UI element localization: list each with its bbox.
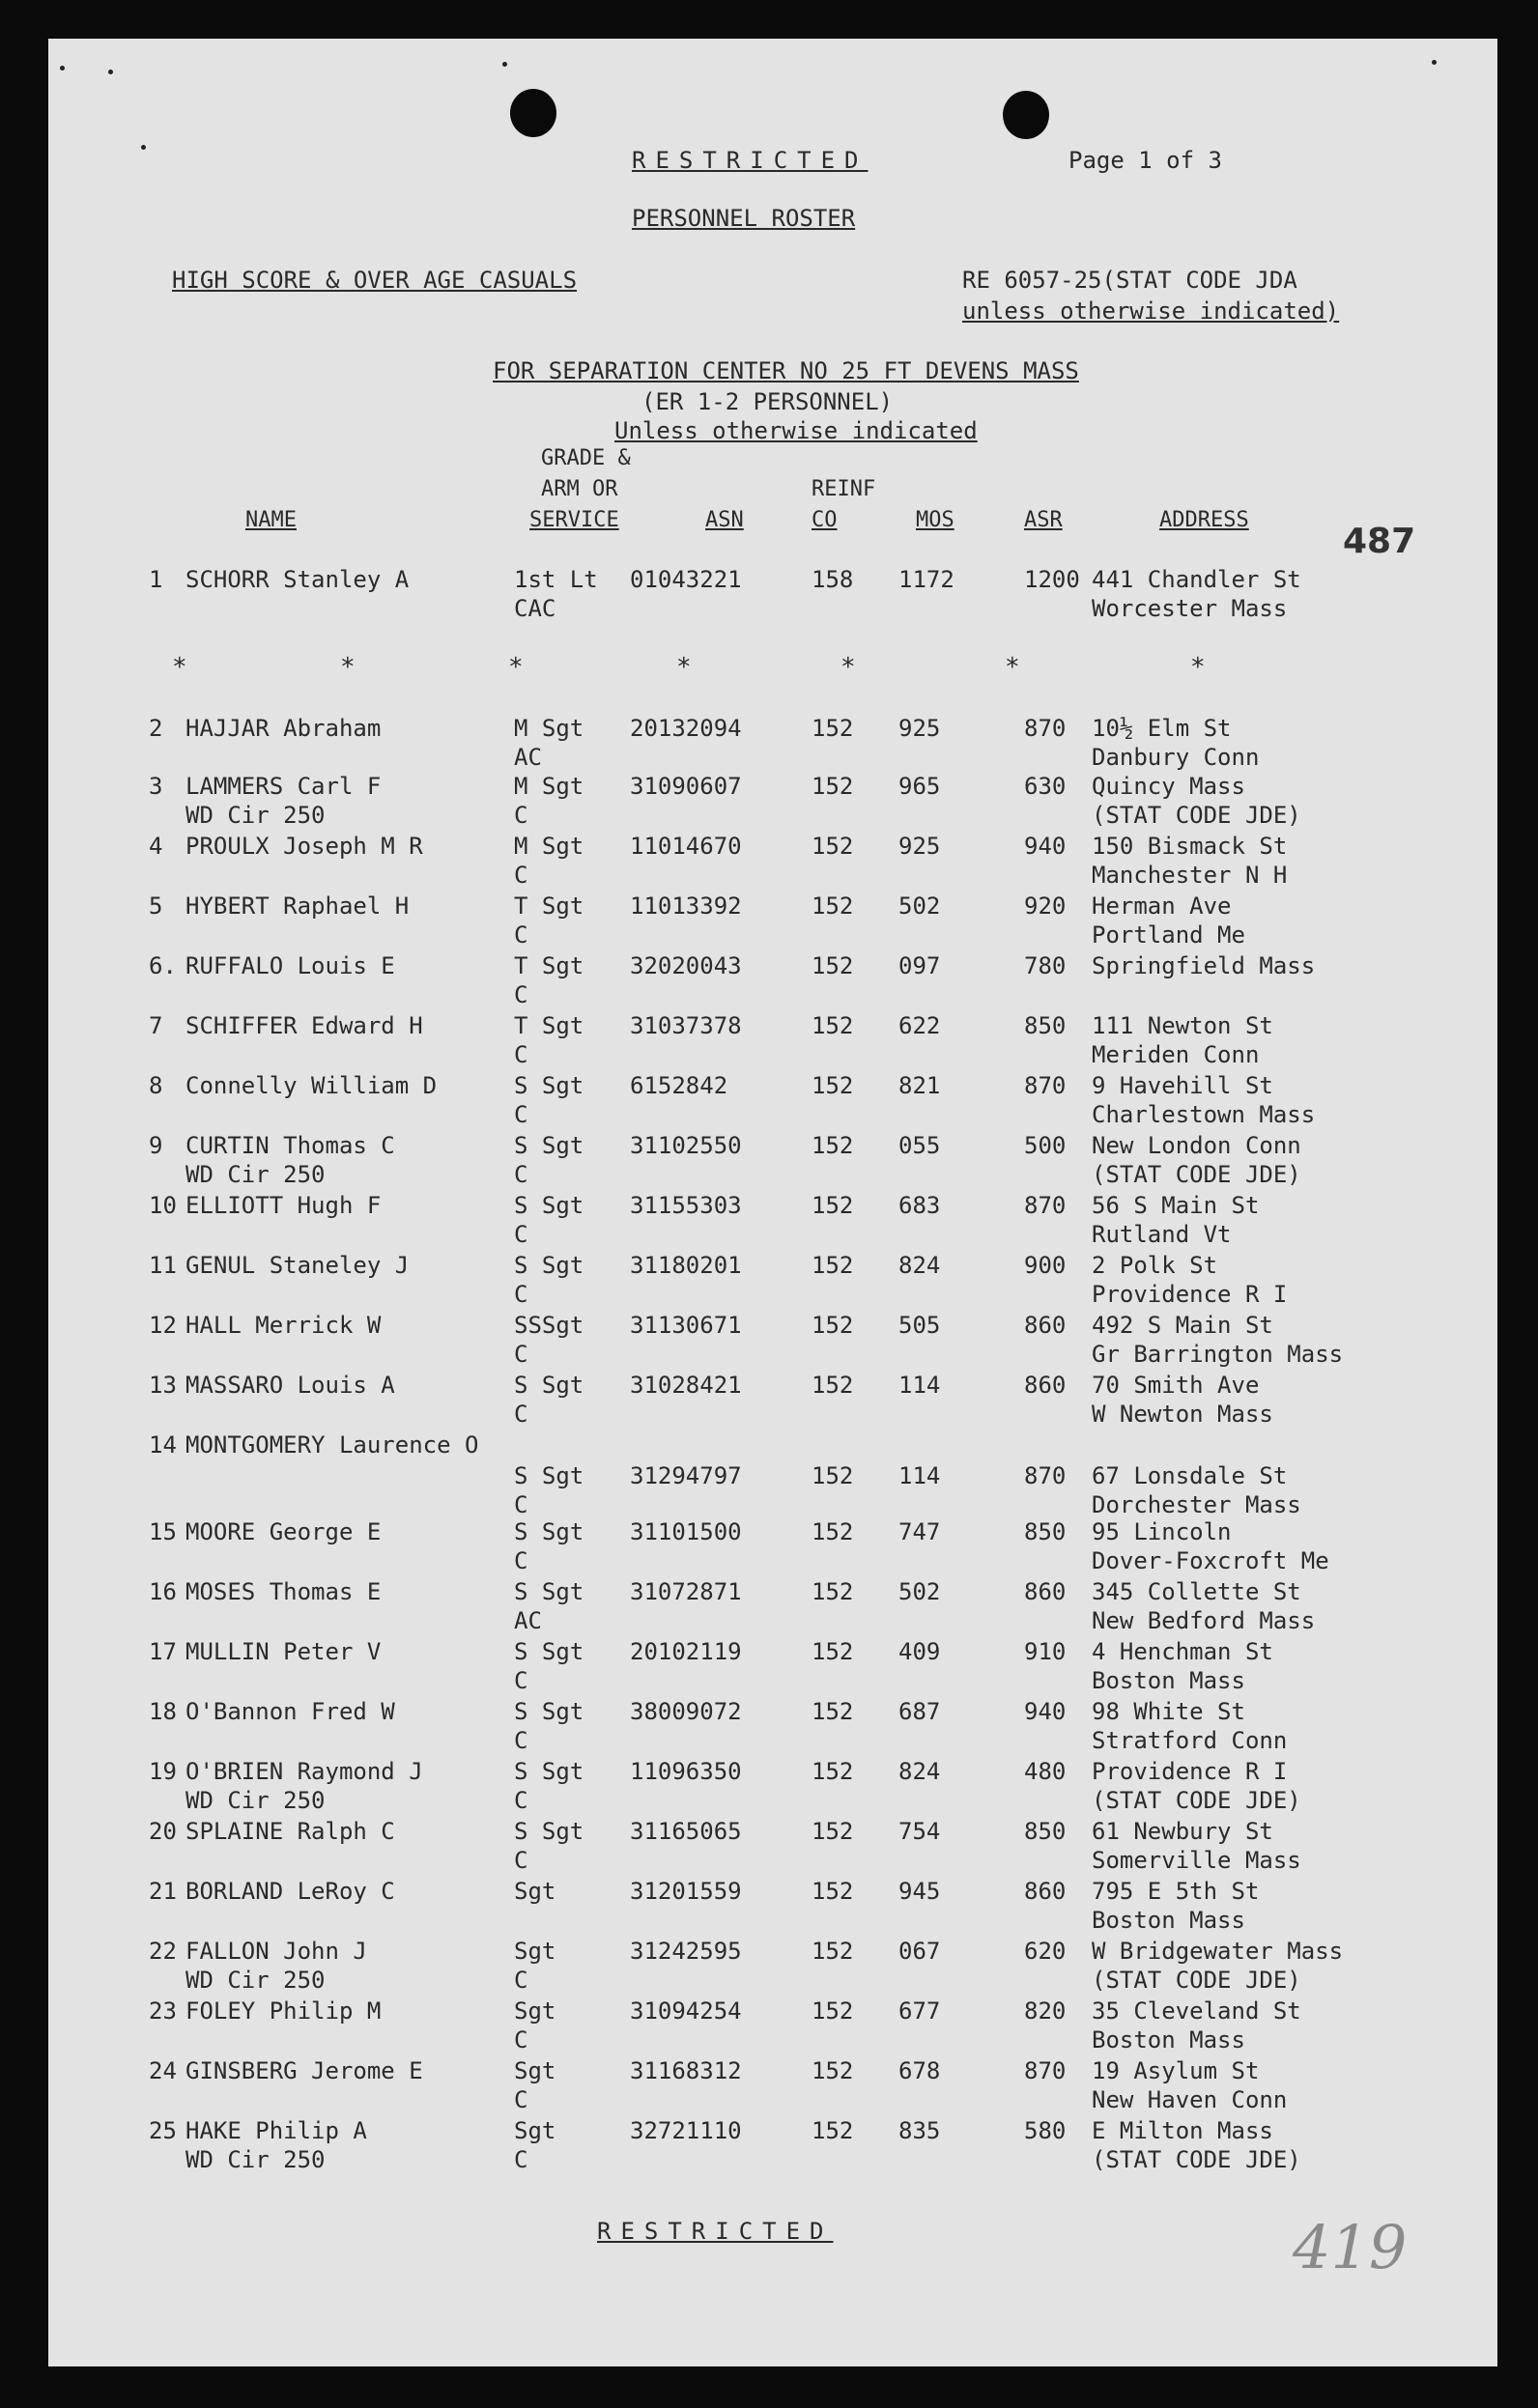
row-asn: 31094254 xyxy=(630,1997,742,2025)
column-header-grade-mid: ARM OR xyxy=(541,477,618,501)
row-asn: 31294797 xyxy=(630,1462,742,1489)
row-asr: 850 xyxy=(1024,1518,1067,1545)
row-name-note: WD Cir 250 xyxy=(185,1161,326,1188)
row-mos: 945 xyxy=(898,1878,941,1905)
row-arm-service: C xyxy=(514,1221,528,1248)
row-address-line2: New Haven Conn xyxy=(1092,2086,1288,2113)
row-reinf-co: 152 xyxy=(812,833,854,860)
row-number: 9 xyxy=(149,1132,163,1159)
row-address-line2: Danbury Conn xyxy=(1092,744,1260,771)
row-grade: S Sgt xyxy=(514,1758,584,1785)
row-number: 8 xyxy=(149,1072,163,1099)
row-address-line2: Stratford Conn xyxy=(1092,1727,1288,1754)
row-address-line1: 61 Newbury St xyxy=(1092,1818,1273,1845)
row-address-line2: Dover-Foxcroft Me xyxy=(1092,1547,1329,1574)
row-name: FOLEY Philip M xyxy=(185,1997,382,2025)
row-name: MONTGOMERY Laurence O xyxy=(185,1431,479,1459)
row-address-line1: 19 Asylum St xyxy=(1092,2057,1260,2084)
row-asr: 480 xyxy=(1024,1758,1067,1785)
row-asr: 940 xyxy=(1024,1698,1067,1725)
row-arm-service: C xyxy=(514,1787,528,1814)
row-address-line2: Portland Me xyxy=(1092,921,1245,949)
row-address-line1: Providence R I xyxy=(1092,1758,1288,1785)
row-reinf-co: 152 xyxy=(812,2057,854,2084)
row-grade: T Sgt xyxy=(514,1012,584,1039)
row-grade: S Sgt xyxy=(514,1818,584,1845)
row-reinf-co: 152 xyxy=(812,2117,854,2144)
row-asr: 860 xyxy=(1024,1372,1067,1399)
row-grade: Sgt xyxy=(514,1938,556,1965)
row-address-line1: 492 S Main St xyxy=(1092,1312,1273,1339)
row-asr: 620 xyxy=(1024,1938,1067,1965)
row-arm-service: C xyxy=(514,1547,528,1574)
row-address-line1: Herman Ave xyxy=(1092,892,1232,920)
classification-bottom: RESTRICTED xyxy=(597,2218,834,2245)
row-asr: 860 xyxy=(1024,1578,1067,1605)
row-address-line2: Rutland Vt xyxy=(1092,1221,1232,1248)
row-address-line1: Quincy Mass xyxy=(1092,773,1245,800)
row-asr: 1200 xyxy=(1024,566,1080,593)
row-address-line1: 56 S Main St xyxy=(1092,1192,1260,1219)
row-address-line2: Gr Barrington Mass xyxy=(1092,1341,1344,1368)
row-number: 25 xyxy=(149,2117,177,2144)
row-number: 2 xyxy=(149,715,163,742)
row-grade: M Sgt xyxy=(514,715,584,742)
row-name: HAJJAR Abraham xyxy=(185,715,382,742)
row-asn: 11014670 xyxy=(630,833,742,860)
row-name-note: WD Cir 250 xyxy=(185,1787,326,1814)
speck xyxy=(108,70,113,74)
row-mos: 687 xyxy=(898,1698,941,1725)
row-grade: M Sgt xyxy=(514,833,584,860)
row-number: 3 xyxy=(149,773,163,800)
row-name: RUFFALO Louis E xyxy=(185,952,395,979)
row-number: 19 xyxy=(149,1758,177,1785)
row-number: 23 xyxy=(149,1997,177,2025)
speck xyxy=(1432,60,1437,65)
row-arm-service: C xyxy=(514,1967,528,1994)
row-grade: T Sgt xyxy=(514,892,584,920)
row-reinf-co: 152 xyxy=(812,1758,854,1785)
row-address-line2: (STAT CODE JDE) xyxy=(1092,802,1301,829)
page-number: Page 1 of 3 xyxy=(1068,147,1222,174)
row-name: CURTIN Thomas C xyxy=(185,1132,395,1159)
row-name: BORLAND LeRoy C xyxy=(185,1878,395,1905)
row-grade: S Sgt xyxy=(514,1192,584,1219)
row-asr: 860 xyxy=(1024,1878,1067,1905)
row-name: LAMMERS Carl F xyxy=(185,773,382,800)
row-name: GINSBERG Jerome E xyxy=(185,2057,423,2084)
row-grade: S Sgt xyxy=(514,1072,584,1099)
document-title: PERSONNEL ROSTER xyxy=(632,205,856,232)
row-asr: 850 xyxy=(1024,1012,1067,1039)
column-header-address: ADDRESS xyxy=(1159,508,1249,532)
row-grade: S Sgt xyxy=(514,1132,584,1159)
row-arm-service: C xyxy=(514,802,528,829)
row-reinf-co: 152 xyxy=(812,1818,854,1845)
row-name: MULLIN Peter V xyxy=(185,1638,382,1665)
row-mos: 925 xyxy=(898,715,941,742)
row-grade: M Sgt xyxy=(514,773,584,800)
row-address-line2: Boston Mass xyxy=(1092,2026,1245,2054)
row-grade: Sgt xyxy=(514,1878,556,1905)
row-mos: 505 xyxy=(898,1312,941,1339)
row-reinf-co: 158 xyxy=(812,566,854,593)
row-asr: 500 xyxy=(1024,1132,1067,1159)
stamped-number: 487 xyxy=(1343,522,1416,561)
row-arm-service: C xyxy=(514,1341,528,1368)
row-reinf-co: 152 xyxy=(812,715,854,742)
row-mos: 754 xyxy=(898,1818,941,1845)
row-name: MOORE George E xyxy=(185,1518,382,1545)
row-mos: 835 xyxy=(898,2117,941,2144)
row-arm-service: C xyxy=(514,2146,528,2173)
row-reinf-co: 152 xyxy=(812,1072,854,1099)
row-asn: 31101500 xyxy=(630,1518,742,1545)
row-address-line2: Meriden Conn xyxy=(1092,1041,1260,1068)
roster-page: RESTRICTED Page 1 of 3 PERSONNEL ROSTER HIGH SCORE & OVER AGE CASUALS RE 6057-25(STAT CODE JDA unless otherwise indicated) FOR SEPARATION CENTER NO 25 FT DEVENS MASS (ER 1-2 PERSONNEL) Unless otherwise indicated 487 NAME GRADE & ARM OR SERVICE ASN REINF CO MOS ASR ADDRESS * * * * * * * 1 SCHORR Stanley A 1st Lt CAC 01043221 158 1172 1200 441 Chandler St Worcester Mass 2 HAJJAR Abraham M Sgt AC 20132094 152 925 870 10½ Elm St Danbury Conn 3 LAMMERS Carl F WD Cir 250 M Sgt C 31090607 152 965 630 Quincy Mass (STAT CODE JDE) 4 PROULX Joseph M R M Sgt C 11014670 152 925 940 150 Bismack St Manchester N H 5 HYBERT Raphael H T Sgt C 11013392 152 502 920 Herman Ave Portland Me 6. RUFFALO Louis E T Sgt C 32020043 152 097 780 Springfield Mass 7 SCHIFFER Edward H T Sgt C 31037378 152 622 850 111 Newton St Meriden Conn 8 Connelly William D S Sgt C 6152842 152 821 870 9 Havehill St Charlestown Mass 9 CURTIN Thomas C WD Cir 250 S Sgt C 31102550 152 055 500 New London Conn (STAT CODE JDE) 10 ELLIOTT Hugh F S Sgt C 31155303 152 683 870 56 S Main St Rutland Vt 11 GENUL Staneley J S Sgt C 31180201 152 824 900 2 Polk St Providence R I 12 HALL Merrick W SSSgt C 31130671 152 505 860 492 S Main St Gr Barrington Mass 13 MASSARO Louis A S Sgt C 31028421 152 114 860 70 Smith Ave W Newton Mass 14 MONTGOMERY Laurence O S Sgt C 31294797 152 114 870 67 Lonsdale St Dorchester Mass 15 MOORE George E S Sgt C 31101500 152 747 850 95 Lincoln Dover-Foxcroft Me 16 MOSES Thomas E S Sgt AC 31072871 152 502 860 345 Collette St New Bedford Mass 17 MULLIN Peter V S Sgt C 20102119 152 409 910 4 Henchman St Boston Mass 18 O'Bannon Fred W S Sgt C 38009072 152 687 940 98 White St Stratford Conn 19 O'BRIEN Raymond J WD Cir 250 S Sgt C 11096350 152 824 480 Providence R I (STAT CODE JDE) 20 SPLAINE Ralph C S Sgt C 31165065 152 754 850 61 Newbury St Somerville Mass 21 BORLAND LeRoy C Sgt 31201559 152 945 860 795 E 5th St Boston Mass 22 FALLON John J WD Cir 250 Sgt C 31242595 152 067 620 W Bridgewater Mass (STAT CODE JDE) 23 FOLEY Philip M Sgt C 31094254 152 677 820 35 Cleveland St Boston Mass 24 GINSBERG Jerome E Sgt C 31168312 152 678 870 19 Asylum St New Haven Conn 25 HAKE Philip A WD Cir 250 Sgt C 32721110 152 835 580 E Milton Mass (STAT CODE JDE) RESTRICTED 419 xyxy=(48,39,1497,2366)
row-reinf-co: 152 xyxy=(812,952,854,979)
row-asr: 860 xyxy=(1024,1312,1067,1339)
row-asn: 32020043 xyxy=(630,952,742,979)
row-asr: 870 xyxy=(1024,715,1067,742)
row-reinf-co: 152 xyxy=(812,1578,854,1605)
row-arm-service: CAC xyxy=(514,595,556,622)
row-mos: 677 xyxy=(898,1997,941,2025)
row-grade: Sgt xyxy=(514,1997,556,2025)
row-name: FALLON John J xyxy=(185,1938,367,1965)
row-number: 17 xyxy=(149,1638,177,1665)
row-name-note: WD Cir 250 xyxy=(185,1967,326,1994)
row-address-line1: 4 Henchman St xyxy=(1092,1638,1273,1665)
row-address-line1: 35 Cleveland St xyxy=(1092,1997,1301,2025)
row-mos: 502 xyxy=(898,892,941,920)
row-grade: S Sgt xyxy=(514,1462,584,1489)
row-asr: 780 xyxy=(1024,952,1067,979)
row-mos: 1172 xyxy=(898,566,954,593)
category-heading: HIGH SCORE & OVER AGE CASUALS xyxy=(172,267,578,294)
row-address-line2: Providence R I xyxy=(1092,1281,1288,1308)
column-header-reinf: REINF xyxy=(812,477,876,501)
row-grade: SSSgt xyxy=(514,1312,584,1339)
row-number: 12 xyxy=(149,1312,177,1339)
row-name: ELLIOTT Hugh F xyxy=(185,1192,382,1219)
row-asn: 31028421 xyxy=(630,1372,742,1399)
row-address-line1: 10½ Elm St xyxy=(1092,715,1232,742)
row-number: 16 xyxy=(149,1578,177,1605)
row-address-line1: 67 Lonsdale St xyxy=(1092,1462,1288,1489)
unless-indicated-note: Unless otherwise indicated xyxy=(614,417,978,444)
row-arm-service: C xyxy=(514,862,528,889)
row-arm-service: C xyxy=(514,1041,528,1068)
row-address-line2: Manchester N H xyxy=(1092,862,1288,889)
row-name-note: WD Cir 250 xyxy=(185,2146,326,2173)
row-grade: S Sgt xyxy=(514,1252,584,1279)
row-asn: 20132094 xyxy=(630,715,742,742)
row-reinf-co: 152 xyxy=(812,1132,854,1159)
row-number: 15 xyxy=(149,1518,177,1545)
row-asn: 31037378 xyxy=(630,1012,742,1039)
destination-subheading: (ER 1-2 PERSONNEL) xyxy=(641,388,894,415)
row-mos: 502 xyxy=(898,1578,941,1605)
row-arm-service: C xyxy=(514,921,528,949)
row-number: 10 xyxy=(149,1192,177,1219)
column-header-name: NAME xyxy=(245,508,297,532)
row-asn: 20102119 xyxy=(630,1638,742,1665)
column-header-co: CO xyxy=(812,508,838,532)
row-asn: 11013392 xyxy=(630,892,742,920)
row-grade: S Sgt xyxy=(514,1638,584,1665)
row-mos: 747 xyxy=(898,1518,941,1545)
row-address-line2: (STAT CODE JDE) xyxy=(1092,1967,1301,1994)
row-reinf-co: 152 xyxy=(812,1312,854,1339)
row-address-line2: New Bedford Mass xyxy=(1092,1607,1316,1634)
row-name: Connelly William D xyxy=(185,1072,438,1099)
row-name: GENUL Staneley J xyxy=(185,1252,410,1279)
row-mos: 925 xyxy=(898,833,941,860)
row-mos: 965 xyxy=(898,773,941,800)
row-number: 21 xyxy=(149,1878,177,1905)
row-number: 14 xyxy=(149,1431,177,1459)
row-name: MASSARO Louis A xyxy=(185,1372,395,1399)
punch-hole-right xyxy=(1003,91,1049,139)
row-mos: 824 xyxy=(898,1758,941,1785)
reference-line: RE 6057-25(STAT CODE JDA xyxy=(962,267,1297,294)
row-address-line2: Somerville Mass xyxy=(1092,1847,1301,1874)
speck xyxy=(60,66,65,71)
row-address-line1: 70 Smith Ave xyxy=(1092,1372,1260,1399)
row-number: 18 xyxy=(149,1698,177,1725)
classification-top: RESTRICTED xyxy=(632,147,869,174)
row-grade: S Sgt xyxy=(514,1698,584,1725)
row-arm-service: AC xyxy=(514,744,542,771)
row-number: 1 xyxy=(149,566,163,593)
row-address-line1: 9 Havehill St xyxy=(1092,1072,1273,1099)
row-arm-service: C xyxy=(514,981,528,1008)
row-arm-service: C xyxy=(514,1847,528,1874)
handwritten-number: 419 xyxy=(1293,2212,1408,2282)
row-asn: 31155303 xyxy=(630,1192,742,1219)
row-number: 13 xyxy=(149,1372,177,1399)
destination-heading: FOR SEPARATION CENTER NO 25 FT DEVENS MASS xyxy=(493,357,1079,384)
row-grade: S Sgt xyxy=(514,1372,584,1399)
row-name: SCHORR Stanley A xyxy=(185,566,410,593)
row-reinf-co: 152 xyxy=(812,1012,854,1039)
row-grade: S Sgt xyxy=(514,1578,584,1605)
row-mos: 114 xyxy=(898,1372,941,1399)
row-arm-service: C xyxy=(514,1491,528,1518)
row-address-line2: Charlestown Mass xyxy=(1092,1101,1316,1128)
row-asr: 870 xyxy=(1024,1072,1067,1099)
row-arm-service: C xyxy=(514,1667,528,1694)
row-arm-service: C xyxy=(514,1727,528,1754)
row-asn: 31180201 xyxy=(630,1252,742,1279)
row-grade: Sgt xyxy=(514,2057,556,2084)
row-asn: 31090607 xyxy=(630,773,742,800)
row-address-line2: Worcester Mass xyxy=(1092,595,1288,622)
row-asr: 940 xyxy=(1024,833,1067,860)
row-reinf-co: 152 xyxy=(812,892,854,920)
row-asn: 31165065 xyxy=(630,1818,742,1845)
reference-line-2: unless otherwise indicated) xyxy=(962,297,1340,325)
row-grade: 1st Lt xyxy=(514,566,598,593)
row-arm-service: AC xyxy=(514,1607,542,1634)
row-address-line2: Boston Mass xyxy=(1092,1907,1245,1934)
row-name: O'Bannon Fred W xyxy=(185,1698,395,1725)
row-asn: 31201559 xyxy=(630,1878,742,1905)
row-address-line1: 95 Lincoln xyxy=(1092,1518,1232,1545)
column-header-grade-top: GRADE & xyxy=(541,446,631,470)
row-mos: 622 xyxy=(898,1012,941,1039)
row-asr: 580 xyxy=(1024,2117,1067,2144)
row-grade: Sgt xyxy=(514,2117,556,2144)
row-asn: 38009072 xyxy=(630,1698,742,1725)
row-arm-service: C xyxy=(514,1161,528,1188)
row-mos: 055 xyxy=(898,1132,941,1159)
row-name: HAKE Philip A xyxy=(185,2117,367,2144)
row-address-line2: Dorchester Mass xyxy=(1092,1491,1301,1518)
row-asn: 31242595 xyxy=(630,1938,742,1965)
row-reinf-co: 152 xyxy=(812,1518,854,1545)
row-asn: 31072871 xyxy=(630,1578,742,1605)
row-reinf-co: 152 xyxy=(812,1878,854,1905)
row-asr: 870 xyxy=(1024,1462,1067,1489)
speck xyxy=(502,62,507,67)
row-address-line1: W Bridgewater Mass xyxy=(1092,1938,1344,1965)
row-number: 6. xyxy=(149,952,177,979)
row-number: 20 xyxy=(149,1818,177,1845)
row-asr: 920 xyxy=(1024,892,1067,920)
row-reinf-co: 152 xyxy=(812,773,854,800)
row-name: O'BRIEN Raymond J xyxy=(185,1758,423,1785)
row-asr: 850 xyxy=(1024,1818,1067,1845)
row-address-line2: (STAT CODE JDE) xyxy=(1092,2146,1301,2173)
row-reinf-co: 152 xyxy=(812,1997,854,2025)
row-mos: 067 xyxy=(898,1938,941,1965)
row-address-line1: 98 White St xyxy=(1092,1698,1245,1725)
row-arm-service: C xyxy=(514,1101,528,1128)
row-number: 7 xyxy=(149,1012,163,1039)
row-address-line1: 111 Newton St xyxy=(1092,1012,1273,1039)
row-reinf-co: 152 xyxy=(812,1252,854,1279)
row-number: 11 xyxy=(149,1252,177,1279)
row-arm-service: C xyxy=(514,2086,528,2113)
row-address-line2: (STAT CODE JDE) xyxy=(1092,1161,1301,1188)
row-arm-service: C xyxy=(514,1281,528,1308)
row-mos: 097 xyxy=(898,952,941,979)
column-header-mos: MOS xyxy=(916,508,954,532)
row-grade: S Sgt xyxy=(514,1518,584,1545)
row-mos: 678 xyxy=(898,2057,941,2084)
row-number: 4 xyxy=(149,833,163,860)
row-address-line1: 2 Polk St xyxy=(1092,1252,1218,1279)
column-header-grade-bottom: SERVICE xyxy=(529,508,619,532)
row-asn: 6152842 xyxy=(630,1072,728,1099)
row-arm-service: C xyxy=(514,1401,528,1428)
row-asn: 11096350 xyxy=(630,1758,742,1785)
column-header-asn: ASN xyxy=(705,508,744,532)
row-address-line1: 795 E 5th St xyxy=(1092,1878,1260,1905)
row-reinf-co: 152 xyxy=(812,1938,854,1965)
row-address-line2: W Newton Mass xyxy=(1092,1401,1273,1428)
row-reinf-co: 152 xyxy=(812,1638,854,1665)
row-address-line1: 441 Chandler St xyxy=(1092,566,1301,593)
row-asr: 820 xyxy=(1024,1997,1067,2025)
speck xyxy=(141,145,146,150)
row-number: 22 xyxy=(149,1938,177,1965)
row-number: 5 xyxy=(149,892,163,920)
row-number: 24 xyxy=(149,2057,177,2084)
row-reinf-co: 152 xyxy=(812,1698,854,1725)
row-asr: 870 xyxy=(1024,2057,1067,2084)
row-arm-service: C xyxy=(514,2026,528,2054)
row-mos: 409 xyxy=(898,1638,941,1665)
row-reinf-co: 152 xyxy=(812,1462,854,1489)
row-reinf-co: 152 xyxy=(812,1372,854,1399)
row-name: PROULX Joseph M R xyxy=(185,833,423,860)
row-asr: 900 xyxy=(1024,1252,1067,1279)
row-asn: 31168312 xyxy=(630,2057,742,2084)
row-asn: 01043221 xyxy=(630,566,742,593)
punch-hole-left xyxy=(510,89,556,137)
row-address-line1: New London Conn xyxy=(1092,1132,1301,1159)
row-name: HYBERT Raphael H xyxy=(185,892,410,920)
row-address-line2: Boston Mass xyxy=(1092,1667,1245,1694)
row-address-line1: Springfield Mass xyxy=(1092,952,1316,979)
row-address-line1: 345 Collette St xyxy=(1092,1578,1301,1605)
row-address-line1: E Milton Mass xyxy=(1092,2117,1273,2144)
row-asn: 31130671 xyxy=(630,1312,742,1339)
row-mos: 114 xyxy=(898,1462,941,1489)
row-asn: 32721110 xyxy=(630,2117,742,2144)
row-name: SCHIFFER Edward H xyxy=(185,1012,423,1039)
row-name: SPLAINE Ralph C xyxy=(185,1818,395,1845)
row-asr: 630 xyxy=(1024,773,1067,800)
column-header-asr: ASR xyxy=(1024,508,1063,532)
row-reinf-co: 152 xyxy=(812,1192,854,1219)
row-mos: 821 xyxy=(898,1072,941,1099)
row-name-note: WD Cir 250 xyxy=(185,802,326,829)
row-name: HALL Merrick W xyxy=(185,1312,382,1339)
row-name: MOSES Thomas E xyxy=(185,1578,382,1605)
row-mos: 683 xyxy=(898,1192,941,1219)
row-asr: 870 xyxy=(1024,1192,1067,1219)
row-address-line1: 150 Bismack St xyxy=(1092,833,1288,860)
row-mos: 824 xyxy=(898,1252,941,1279)
row-address-line2: (STAT CODE JDE) xyxy=(1092,1787,1301,1814)
row-grade: T Sgt xyxy=(514,952,584,979)
row-asn: 31102550 xyxy=(630,1132,742,1159)
row-asr: 910 xyxy=(1024,1638,1067,1665)
